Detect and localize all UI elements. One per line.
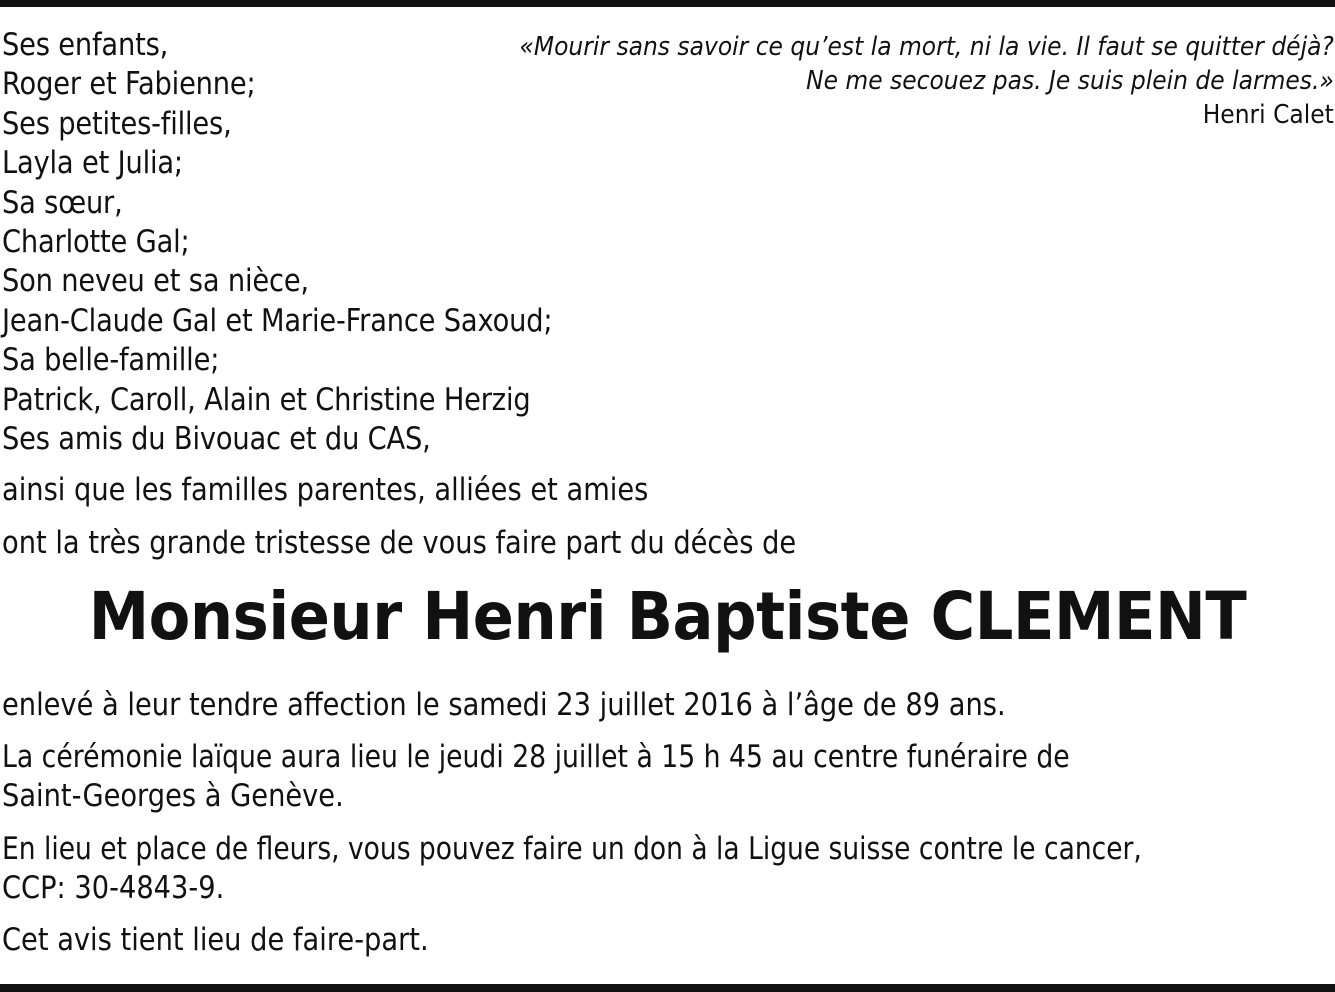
family-line: Patrick, Caroll, Alain et Christine Herzig [2,381,531,418]
deceased-name: Monsieur Henri Baptiste CLEMENT [88,578,1247,655]
family-line: Sa belle-famille; [2,342,220,379]
donation-row-1: En lieu et place de fleurs, vous pouvez faire un don à la Ligue suisse contre le cancer, [2,831,1142,867]
quote-author: Henri Calet [1202,100,1334,130]
family-line: Layla et Julia; [2,145,183,182]
donation-row-2: CCP: 30-4843-9. [2,870,225,906]
family-line: Ses amis du Bivouac et du CAS, [2,421,431,458]
donation-paragraph [2,830,1335,908]
family-line: Charlotte Gal; [2,224,190,261]
family-line: Son neveu et sa nièce, [2,263,309,300]
ceremony-paragraph [2,738,1335,816]
family-line: Jean-Claude Gal et Marie-France Saxoud; [2,302,553,339]
ceremony-row-2: Saint-Georges à Genève. [2,778,344,814]
quote-line-2: Ne me secouez pas. Je suis plein de larmes.» [806,66,1334,96]
epigraph-quote [520,30,1334,132]
closing-line: Cet avis tient lieu de faire-part. [2,922,429,958]
ceremony-row-1: La cérémonie laïque aura lieu le jeudi 28 juillet à 15 h 45 au centre funéraire de [2,739,1070,775]
death-line: enlevé à leur tendre affection le samedi 23 juillet 2016 à l’âge de 89 ans. [2,687,1006,723]
family-line: Ses enfants, [2,27,169,63]
family-line: Roger et Fabienne; [2,66,256,103]
bottom-rule [0,984,1335,992]
quote-line-1: «Mourir sans savoir ce qu’est la mort, ni la vie. Il faut se quitter déjà? [519,32,1334,62]
family-line: Sa sœur, [2,184,123,221]
families-line: ainsi que les familles parentes, alliées et amies [2,472,649,508]
family-line: Ses petites-filles, [2,105,232,142]
top-rule [0,0,1335,7]
family-list [2,26,552,459]
announce-line: ont la très grande tristesse de vous faire part du décès de [2,525,797,561]
